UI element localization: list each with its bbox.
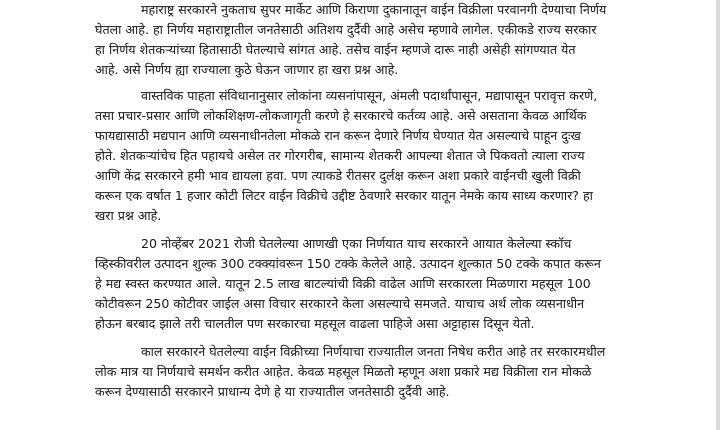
text-line: तसा प्रचार-प्रसार आणि लोकशिक्षण-लोकजागृती करणे हे सरकारचे कर्तव्य आहे. असे असताना केवळ आर्थिक (95, 108, 587, 123)
text-line: फायद्यासाठी मद्यपान आणि व्यसनाधीनतेला मोकळे रान करून देणारे निर्णय घेण्यात येत असल्याचे पाहून दुःख (95, 128, 581, 143)
paragraph-3 (95, 234, 695, 334)
paragraph-2 (95, 86, 695, 226)
text-line: आहे. असे निर्णय ह्या राज्याला कुठे घेऊन जाणार हा खरा प्रश्न आहे. (95, 62, 399, 77)
text-line: लोक मात्र या निर्णयाचे समर्थन करीत आहेत. केवळ महसूल मिळतो म्हणून अशा प्रकारे मद्य विक्रीला रान मोकळे (95, 364, 592, 379)
text-line: करून एक वर्षात 1 हजार कोटी लिटर वाईन विक्रीचे उद्दीष्ट ठेवणारे सरकार यातून नेमके काय साध्य करणार? हा (95, 188, 593, 203)
text-line: आणि केंद्र सरकारने हमी भाव द्यायला हवा. पण त्याकडे रीतसर दुर्लक्ष करून अशा प्रकारे वाईनची खुली विक्री (95, 168, 581, 183)
paragraph-4 (95, 342, 695, 402)
text-line: खरा प्रश्न आहे. (95, 208, 162, 223)
document-body (95, 0, 695, 402)
text-line: हा निर्णय शेतकऱ्यांच्या हितासाठी घेतल्याचे सांगत आहे. तसेच वाईन म्हणजे दारू नाही असेही सांगण्यात येत (95, 42, 576, 57)
paragraph-1 (95, 0, 695, 80)
text-line: कोटीवरून 250 कोटीवर जाईल असा विचार सरकारने केला असल्याचे समजते. याचाच अर्थ लोक व्यसनाधीन (95, 296, 585, 311)
text-line: घेतला आहे. हा निर्णय महाराष्ट्रातील जनतेसाठी अतिशय दुर्दैवी आहे असेच म्हणावे लागेल. एकीकडे राज्य सरकार (95, 22, 597, 37)
text-line: होऊन बरबाद झाले तरी चालतील पण सरकारचा महसूल वाढला पाहिजे असा अट्टाहास दिसून येतो. (95, 316, 535, 331)
text-line: होते. शेतकऱ्यांचेच हित पहायचे असेल तर गोरगरीब, सामान्य शेतकरी आपल्या शेतात जे पिकवतो त्याला राज्य (95, 148, 585, 163)
text-line: करून देण्यासाठी सरकारने प्राधान्य देणे हे या राज्यातील जनतेसाठी दुर्दैवी आहे. (95, 384, 450, 399)
text-line: काल सरकारने घेतलेल्या वाईन विक्रीच्या निर्णयाचा राज्यातील जनता निषेध करीत आहे तर सरकारमधील (141, 344, 606, 359)
text-line: हे मद्य स्वस्त करण्यात आले. यातून 2.5 लाख बाटल्यांची विक्री वाढेल आणि सरकारला मिळणारा महसूल 100 (95, 276, 591, 291)
text-line: महाराष्ट्र सरकारने नुकताच सुपर मार्केट आणि किराणा दुकानातून वाईन विक्रीला परवानगी देण्याचा निर्णय (141, 2, 607, 17)
text-line: वास्तविक पाहता संविधानानुसार लोकांना व्यसनांपासून, अंमली पदार्थांपासून, मद्यापासून परावृत्त करणे, (141, 88, 598, 103)
page-edge-shadow (716, 0, 720, 430)
text-line: 20 नोव्हेंबर 2021 रोजी घेतलेल्या आणखी एका निर्णयात याच सरकारने आयात केलेल्या स्कॉच (141, 236, 572, 251)
text-line: व्हिस्कीवरील उत्पादन शुल्क 300 टक्क्यांवरून 150 टक्के केलेले आहे. उत्पादन शुल्कात 50 टक्के कपात करून (95, 256, 601, 271)
